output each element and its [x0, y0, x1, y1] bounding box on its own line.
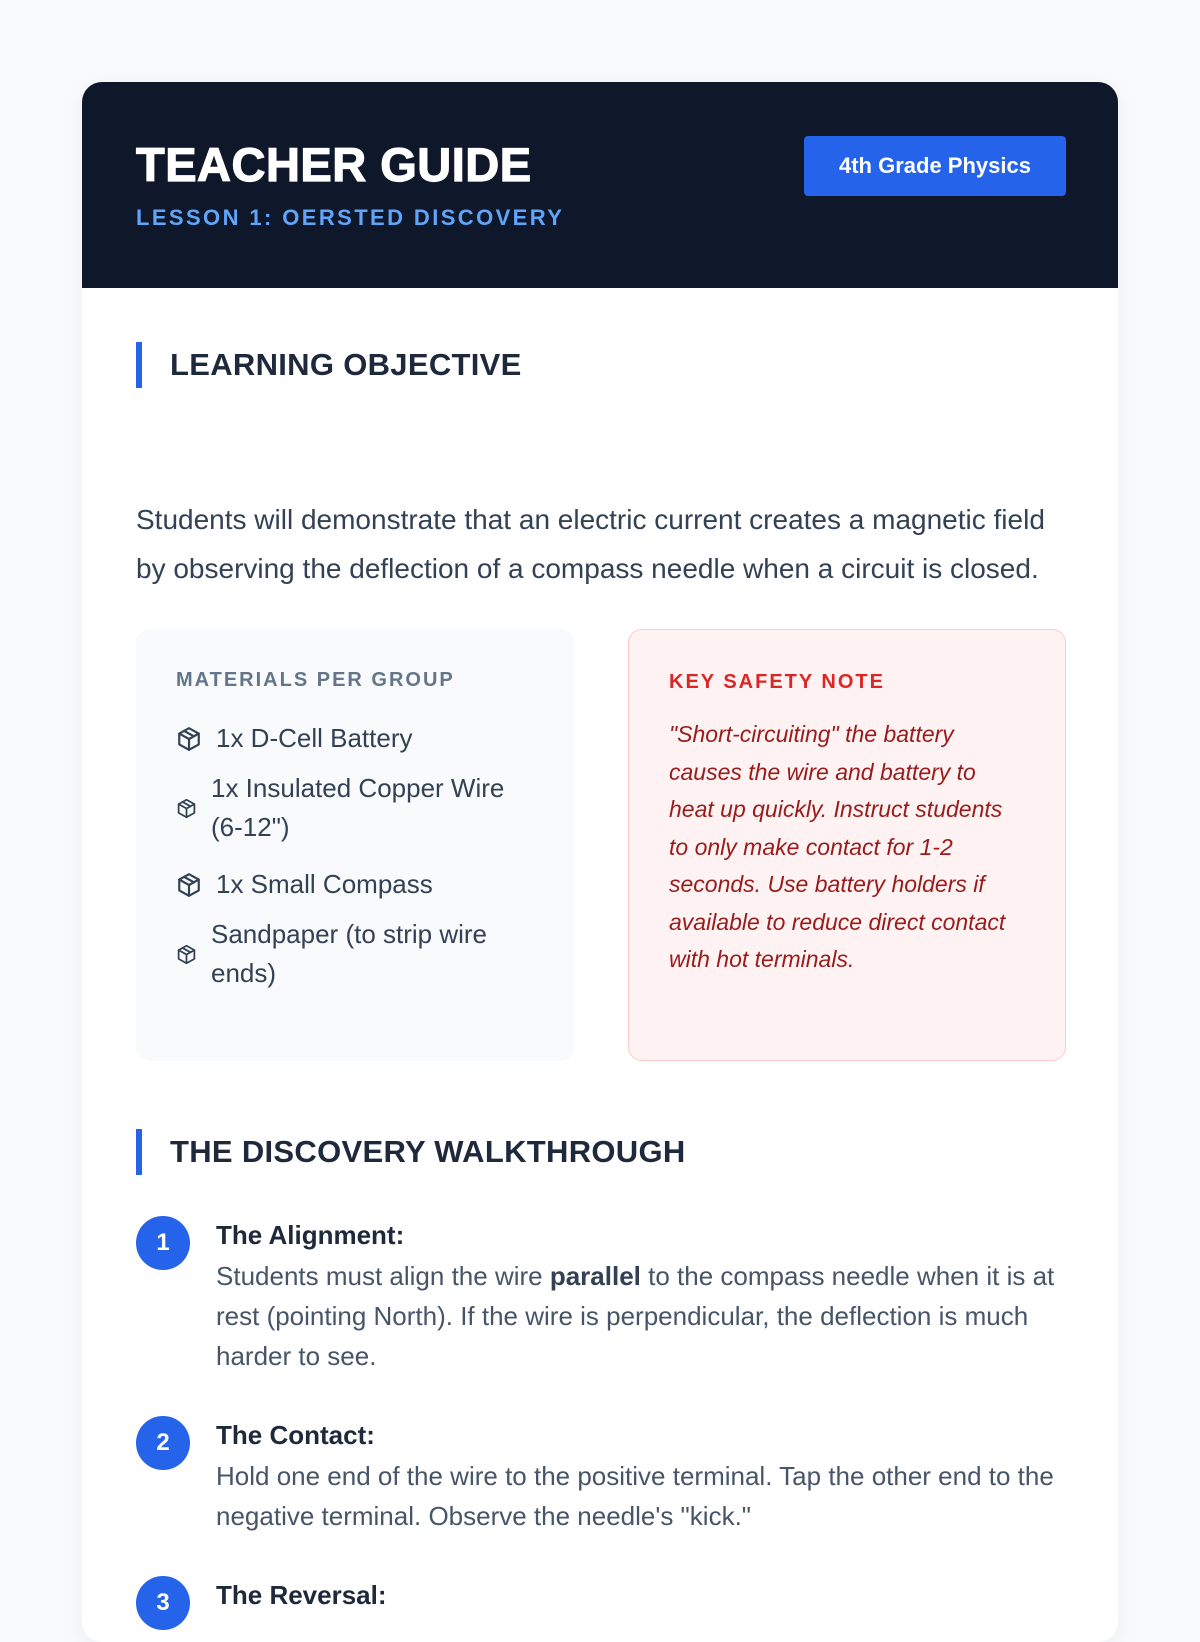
walkthrough-heading — [136, 1129, 686, 1175]
heading-accent-bar — [136, 1129, 142, 1175]
step-title: The Alignment: — [216, 1220, 405, 1250]
walkthrough-step — [136, 1216, 1066, 1376]
lesson-subtitle: LESSON 1: OERSTED DISCOVERY — [136, 205, 565, 230]
page-title: TEACHER GUIDE — [136, 138, 532, 191]
box-icon — [176, 944, 197, 965]
objective-heading-text: LEARNING OBJECTIVE — [170, 347, 522, 382]
material-item — [176, 769, 536, 847]
safety-note-text: "Short-circuiting" the battery causes the wire and battery to heat up quickly. Instruct students to only make contact for 1-2 seconds. Use battery holders if available to reduce direct contact with hot terminals. — [669, 721, 1006, 972]
objective-heading — [136, 342, 522, 388]
step-description: Hold one end of the wire to the positive terminal. Tap the other end to the negative terminal. Observe the needle's "kick." — [216, 1461, 1054, 1531]
safety-note-title: KEY SAFETY NOTE — [669, 671, 885, 693]
material-label: 1x Small Compass — [216, 869, 433, 899]
material-item — [176, 865, 536, 904]
material-label: 1x D-Cell Battery — [216, 723, 413, 753]
material-label: Sandpaper (to strip wire ends) — [211, 919, 488, 988]
heading-accent-bar — [136, 342, 142, 388]
objective-text: Students will demonstrate that an electric current creates a magnetic field by observing the deflection of a compass needle when a circuit is closed. — [136, 504, 1045, 584]
step-description-emphasis: parallel — [549, 1261, 641, 1291]
step-description-text: Students must align the wire — [216, 1261, 550, 1291]
materials-title: MATERIALS PER GROUP — [176, 669, 455, 691]
materials-panel — [136, 629, 574, 1061]
box-icon — [176, 726, 202, 752]
box-icon — [176, 872, 202, 898]
step-title: The Reversal: — [216, 1580, 387, 1610]
material-item — [176, 915, 536, 993]
grade-badge: 4th Grade Physics — [804, 136, 1066, 196]
walkthrough-step — [136, 1576, 1066, 1636]
step-title: The Contact: — [216, 1420, 375, 1450]
material-item — [176, 719, 536, 758]
step-number-badge: 3 — [136, 1576, 190, 1630]
material-label: 1x Insulated Copper Wire (6-12") — [211, 773, 505, 842]
guide-header — [82, 82, 1118, 288]
walkthrough-step — [136, 1416, 1066, 1546]
safety-note-panel — [628, 629, 1066, 1061]
walkthrough-heading-text: THE DISCOVERY WALKTHROUGH — [170, 1134, 686, 1169]
step-description — [216, 1256, 1066, 1376]
teacher-guide-card — [82, 82, 1118, 1642]
step-number-badge: 1 — [136, 1216, 190, 1270]
step-description-text: to the compass needle when it is at rest (pointing North). If the wire is perpendicular, the deflection is much harder to see. — [216, 1261, 1055, 1371]
step-number-badge: 2 — [136, 1416, 190, 1470]
box-icon — [176, 798, 197, 819]
